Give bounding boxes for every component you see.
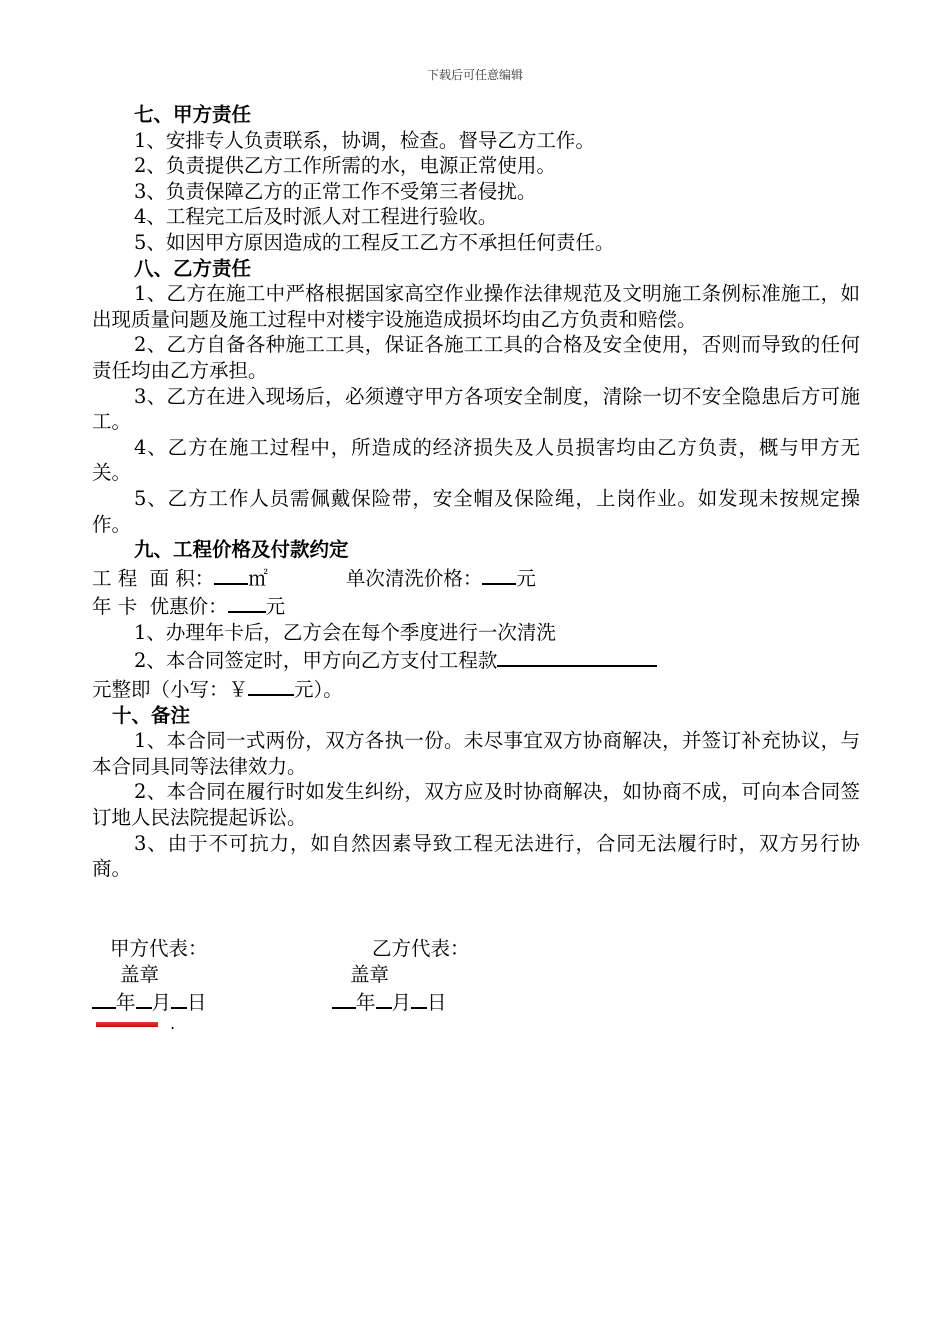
payment-figure-blank [248, 674, 294, 696]
party-a-representative-label: 甲方代表： [110, 937, 208, 960]
party-a-date [92, 987, 207, 1016]
section-9-item: 1、办理年卡后，乙方会在每个季度进行一次清洗 [134, 620, 556, 644]
annual-price-blank [228, 591, 266, 613]
year-blank [92, 987, 116, 1009]
area-price-row [92, 563, 860, 592]
year-label: 年 [356, 991, 376, 1015]
section-7-title: 七、甲方责任 [134, 103, 252, 126]
footer-dot: . [170, 1014, 176, 1033]
section-10-item: 2、本合同在履行时如发生纠纷，双方应及时协商解决，如协商不成，可向本合同签订地人民法院提起诉讼。 [92, 780, 860, 830]
party-a-seal-label: 盖章 [120, 962, 160, 986]
month-label: 月 [151, 991, 172, 1015]
party-b-date [332, 987, 447, 1016]
red-decorative-line [96, 1022, 158, 1027]
year-blank [332, 987, 356, 1009]
single-price-unit: 元 [516, 566, 536, 590]
signature-block [92, 936, 692, 1013]
section-7-item: 2、负责提供乙方工作所需的水，电源正常使用。 [134, 154, 556, 178]
day-blank [171, 987, 187, 1009]
section-7-item: 4、工程完工后及时派人对工程进行验收。 [134, 205, 498, 229]
section-10-item: 3、由于不可抗力，如自然因素导致工程无法进行，合同无法履行时，双方另行协商。 [92, 831, 860, 881]
annual-price-unit: 元 [265, 595, 286, 619]
day-blank [411, 987, 427, 1009]
section-7-item: 3、负责保障乙方的正常工作不受第三者侵扰。 [134, 179, 537, 203]
party-b-seal-label: 盖章 [350, 962, 390, 986]
section-8-item: 2、乙方自备各种施工工具，保证各施工工具的合格及安全使用，否则而导致的任何责任均由乙方承担。 [92, 333, 860, 382]
payment-label: 2、本合同签定时，甲方向乙方支付工程款 [134, 649, 498, 673]
section-7-item: 1、安排专人负责联系，协调，检查。督导乙方工作。 [134, 128, 595, 152]
day-label: 日 [427, 991, 447, 1015]
section-7-item: 5、如因甲方原因造成的工程反工乙方不承担任何责任。 [134, 230, 615, 254]
section-9-item [92, 645, 860, 674]
contract-body [92, 102, 860, 882]
section-8-item: 5、乙方工作人员需佩戴保险带，安全帽及保险绳，上岗作业。如发现未按规定操作。 [92, 486, 860, 536]
year-label: 年 [116, 991, 136, 1015]
section-8-title: 八、乙方责任 [134, 256, 252, 280]
annual-price-row [92, 591, 860, 620]
month-label: 月 [391, 991, 412, 1015]
month-blank [376, 987, 392, 1009]
annual-label: 年 卡 优惠价： [92, 595, 228, 619]
section-10-item: 1、本合同一式两份，双方各执一份。未尽事宜双方协商解决，并签订补充协议，与本合同具同等法律效力。 [92, 729, 860, 778]
payment-amount-suffix: 元）。 [294, 678, 343, 702]
single-price-label: 单次清洗价格： [345, 566, 483, 590]
payment-amount-blank [497, 645, 657, 667]
single-price-blank [482, 563, 516, 585]
section-8-item: 3、乙方在进入现场后，必须遵守甲方各项安全制度，清除一切不安全隐患后方可施工。 [92, 384, 860, 434]
payment-amount-prefix: 元整即（小写：￥ [92, 678, 249, 702]
section-10-title: 十、备注 [112, 703, 191, 727]
day-label: 日 [187, 991, 207, 1015]
area-unit: ㎡ [248, 566, 268, 590]
page-header: 下载后可任意编辑 [426, 68, 523, 82]
payment-amount-row [92, 674, 860, 703]
month-blank [136, 987, 152, 1009]
area-blank [214, 563, 248, 585]
section-9-title: 九、工程价格及付款约定 [134, 538, 349, 562]
party-b-representative-label: 乙方代表： [372, 937, 470, 960]
section-8-item: 4、乙方在施工过程中，所造成的经济损失及人员损害均由乙方负责，概与甲方无关。 [92, 435, 860, 485]
area-label: 工 程 面 积： [92, 566, 215, 590]
section-8-item: 1、乙方在施工中严格根据国家高空作业操作法律规范及文明施工条例标准施工，如出现质量问题及施工过程中对楼宇设施造成损坏均由乙方负责和赔偿。 [92, 282, 860, 331]
